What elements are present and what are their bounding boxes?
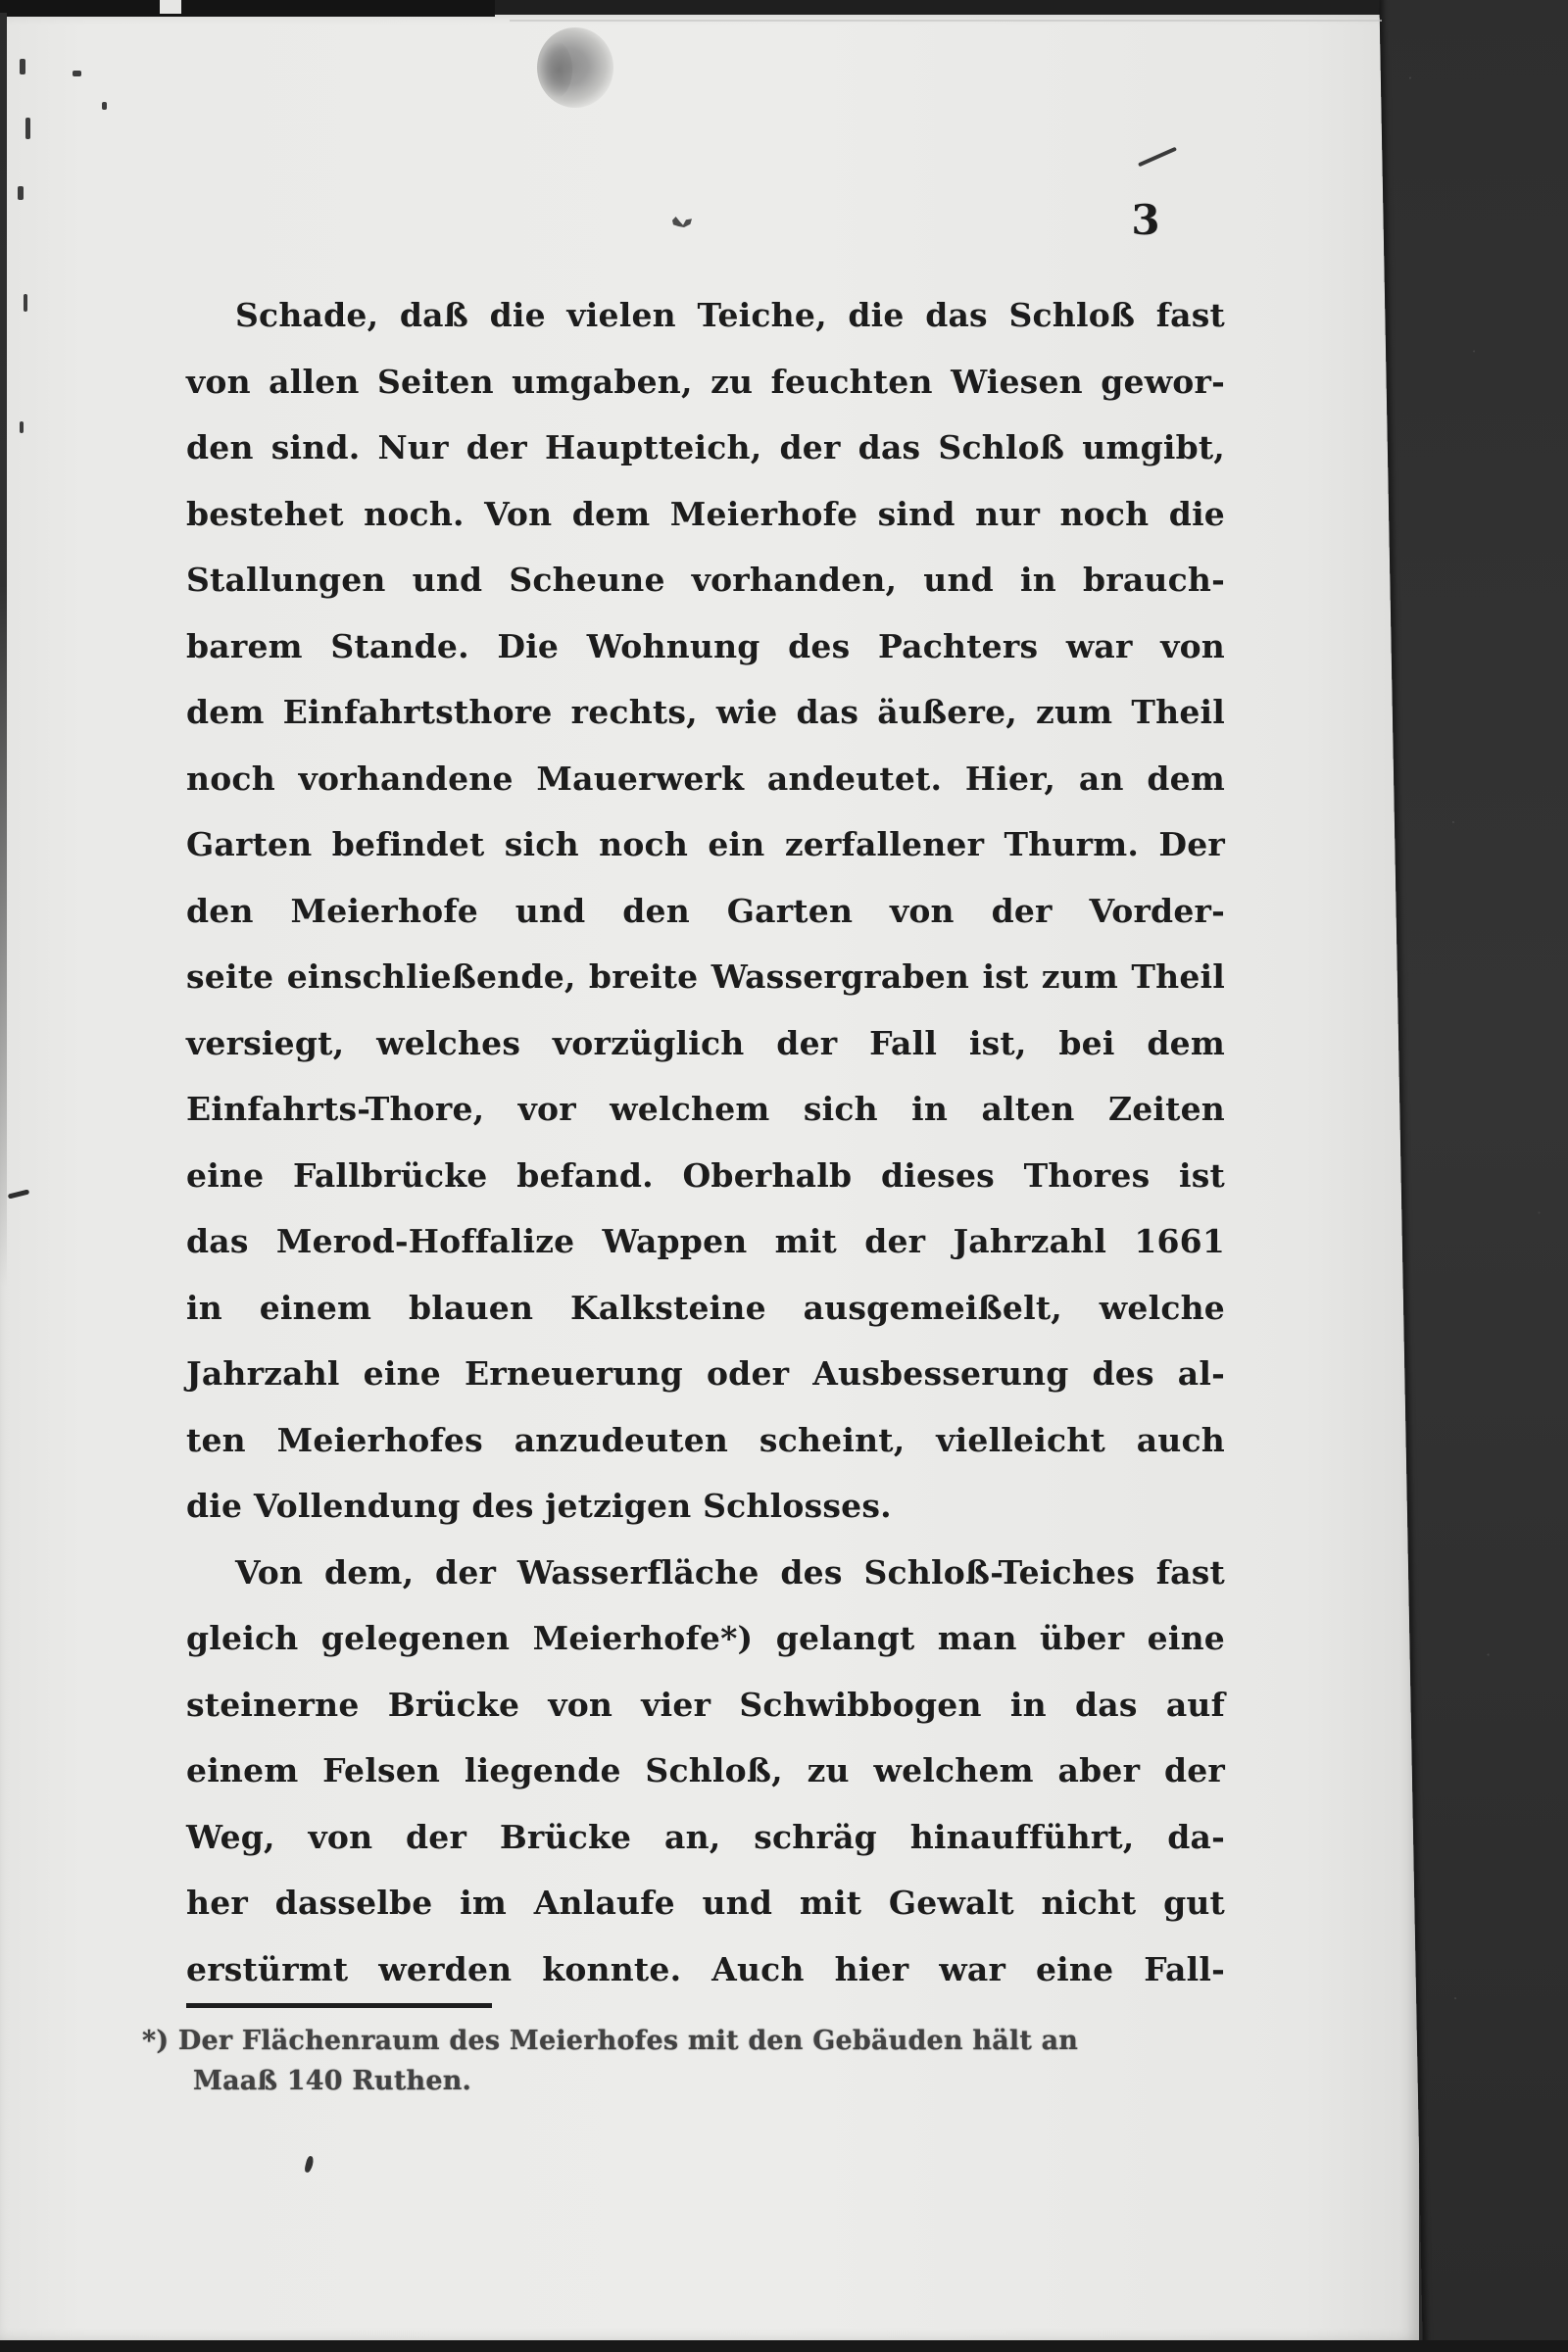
edge-speck	[20, 59, 25, 74]
text-line: gleich gelegenen Meierhofe*) gelangt man über eine	[186, 1619, 1225, 1657]
paper-speck	[102, 102, 107, 110]
text-line: bestehet noch. Von dem Meierhofe sind nur noch die	[186, 494, 1225, 533]
scanner-edge-bottom	[0, 2340, 1568, 2352]
text-line: von allen Seiten umgaben, zu feuchten Wiesen gewor-	[186, 362, 1225, 401]
text-line: Von dem, der Wasserfläche des Schloß-Teiches fast	[235, 1552, 1225, 1592]
text-line: das Merod-Hoffalize Wappen mit der Jahrzahl 1661	[186, 1222, 1225, 1260]
text-line: barem Stande. Die Wohnung des Pachters war von	[186, 626, 1225, 665]
text-line: in einem blauen Kalksteine ausgemeißelt, welche	[186, 1288, 1225, 1327]
text-line: Einfahrts-Thore, vor welchem sich in alten Zeiten	[186, 1090, 1225, 1128]
edge-speck	[25, 118, 30, 139]
edge-speck	[24, 294, 27, 312]
text-line: Stallungen und Scheune vorhanden, und in brauch-	[186, 561, 1225, 599]
text-line: Weg, von der Brücke an, schräg hinaufführt, da-	[186, 1817, 1225, 1856]
paper-crease-line	[510, 20, 1382, 22]
footnote-line: Maaß 140 Ruthen.	[193, 2066, 472, 2096]
text-line: den sind. Nur der Hauptteich, der das Schloß umgibt,	[186, 428, 1225, 466]
text-line: einem Felsen liegende Schloß, zu welchem aber der	[186, 1751, 1225, 1789]
text-line: den Meierhofe und den Garten von der Vorder-	[186, 891, 1225, 930]
text-line: Garten befindet sich noch ein zerfallener Thurm. Der	[186, 825, 1225, 863]
text-line: Schade, daß die vielen Teiche, die das Schloß fast	[235, 296, 1225, 334]
footnote	[142, 2021, 1240, 2101]
text-line: ten Meierhofes anzudeuten scheint, vielleicht auch	[186, 1420, 1225, 1459]
text-line: dem Einfahrtsthore rechts, wie das äußere, zum Theil	[186, 693, 1225, 731]
text-line: eine Fallbrücke befand. Oberhalb dieses Thores ist	[186, 1155, 1225, 1195]
text-line: steinerne Brücke von vier Schwibbogen in das auf	[186, 1685, 1225, 1724]
body-text	[186, 282, 1225, 2002]
text-line: seite einschließende, breite Wassergraben ist zum Theil	[186, 957, 1225, 996]
page-number: 3	[1131, 196, 1160, 244]
text-line: die Vollendung des jetzigen Schlosses.	[186, 1487, 892, 1525]
hole-punch-shadow	[537, 27, 613, 108]
paper-speck	[73, 71, 81, 76]
scanner-edge-top-left	[0, 0, 495, 17]
page-gutter-shadow	[0, 13, 7, 1287]
text-line: her dasselbe im Anlaufe und mit Gewalt nicht gut	[186, 1884, 1225, 1922]
edge-speck	[18, 186, 24, 200]
scanner-edge-notch	[160, 0, 181, 14]
footnote-line: *) Der Flächenraum des Meierhofes mit den Gebäuden hält an	[142, 2026, 1079, 2056]
text-line: versiegt, welches vorzüglich der Fall ist, bei dem	[186, 1023, 1225, 1062]
text-line: Jahrzahl eine Erneuerung oder Ausbesserung des al-	[186, 1354, 1225, 1393]
footnote-separator-rule	[186, 2003, 492, 2008]
text-line: erstürmt werden konnte. Auch hier war eine Fall-	[186, 1949, 1225, 1988]
edge-speck	[20, 421, 24, 433]
text-line: noch vorhandene Mauerwerk andeutet. Hier, an dem	[186, 759, 1225, 798]
